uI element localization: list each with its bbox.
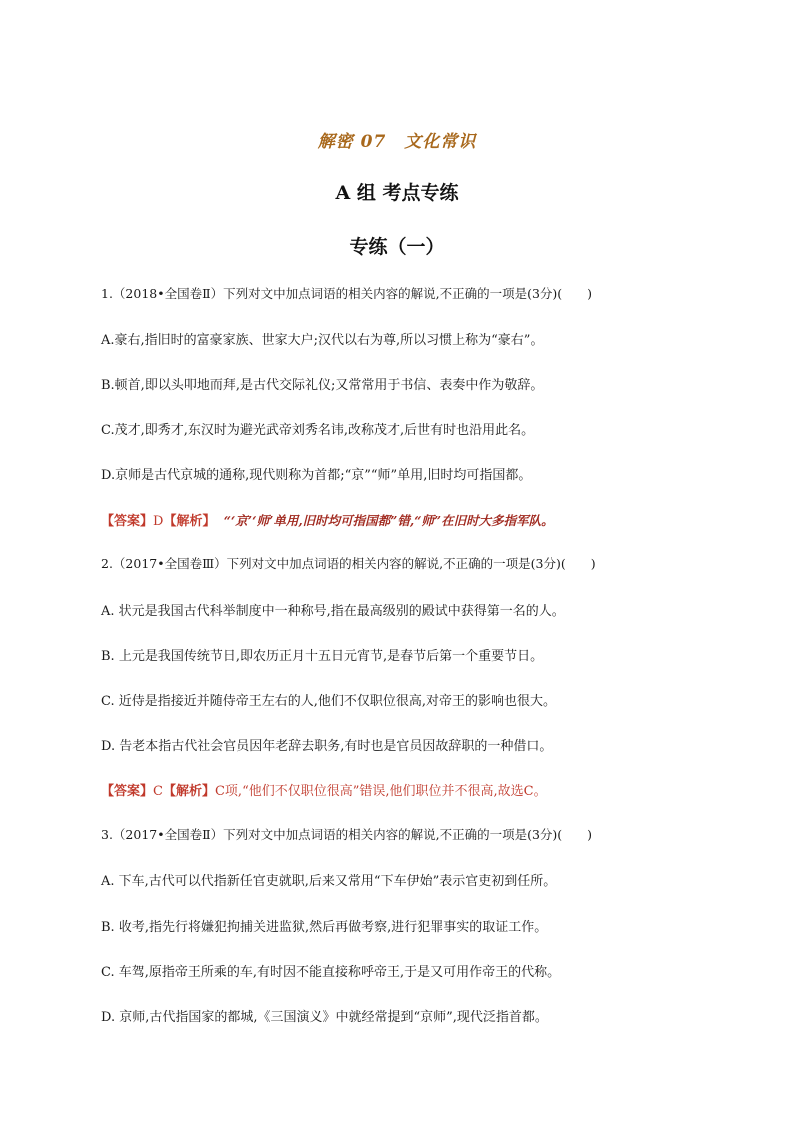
document-title: 解密 07 文化常识 xyxy=(317,132,477,152)
question-1-option-a: A.豪右,指旧时的富豪家族、世家大户;汉代以右为尊,所以习惯上称为“豪右”。 xyxy=(101,333,544,348)
question-3-stem: 3.（2017•全国卷Ⅱ）下列对文中加点词语的相关内容的解说,不正确的一项是(3分)( ) xyxy=(101,827,593,842)
answer-letter: D xyxy=(153,514,164,529)
question-1-answer xyxy=(101,510,721,529)
answer-letter: C xyxy=(153,784,163,799)
question-1-stem: 1.（2018•全国卷Ⅱ）下列对文中加点词语的相关内容的解说,不正确的一项是(3分)( ) xyxy=(101,286,593,301)
question-3-option-a: A. 下车,古代可以代指新任官吏就职,后来又常用“下车伊始”表示官吏初到任所。 xyxy=(101,874,557,889)
question-2-stem: 2.（2017•全国卷Ⅲ）下列对文中加点词语的相关内容的解说,不正确的一项是(3分)( ) xyxy=(101,556,596,571)
question-2-option-a: A. 状元是我国古代科举制度中一种称号,指在最高级别的殿试中获得第一名的人。 xyxy=(101,604,565,619)
question-2-option-c: C. 近侍是指接近并随侍帝王左右的人,他们不仅职位很高,对帝王的影响也很大。 xyxy=(101,694,557,709)
explanation-tag: 【解析】 xyxy=(163,514,216,529)
question-2-answer xyxy=(101,780,721,799)
question-1-option-c: C.茂才,即秀才,东汉时为避光武帝刘秀名讳,改称茂才,后世有时也沿用此名。 xyxy=(101,423,535,438)
question-3-option-d: D. 京师,古代指国家的都城,《三国演义》中就经常提到“京师”,现代泛指首都。 xyxy=(101,1010,548,1025)
answer-tag: 【答案】 xyxy=(101,784,154,799)
answer-tag: 【答案】 xyxy=(101,514,154,529)
group-title: A 组 考点专练 xyxy=(335,182,459,204)
explanation-tag: 【解析】 xyxy=(162,784,215,799)
question-2-option-b: B. 上元是我国传统节日,即农历正月十五日元宵节,是春节后第一个重要节日。 xyxy=(101,649,544,664)
question-3-option-c: C. 车驾,原指帝王所乘的车,有时因不能直接称呼帝王,于是又可用作帝王的代称。 xyxy=(101,965,561,980)
question-1-option-d: D.京师是古代京城的通称,现代则称为首都;“京”“师”单用,旧时均可指国都。 xyxy=(101,468,532,483)
question-1-option-b: B.顿首,即以头叩地而拜,是古代交际礼仪;又常常用于书信、表奏中作为敬辞。 xyxy=(101,378,544,393)
explanation-text: C项,“他们不仅职位很高”错误,他们职位并不很高,故选C。 xyxy=(214,784,547,799)
question-3-option-b: B. 收考,指先行将嫌犯拘捕关进监狱,然后再做考察,进行犯罪事实的取证工作。 xyxy=(101,920,548,935)
section-title: 专练（一） xyxy=(349,236,445,258)
question-2-option-d: D. 告老本指古代社会官员因年老辞去职务,有时也是官员因故辞职的一种借口。 xyxy=(101,739,553,754)
explanation-text: “‘京’‘师’单用,旧时均可指国都”错,“师”在旧时大多指军队。 xyxy=(223,513,554,528)
